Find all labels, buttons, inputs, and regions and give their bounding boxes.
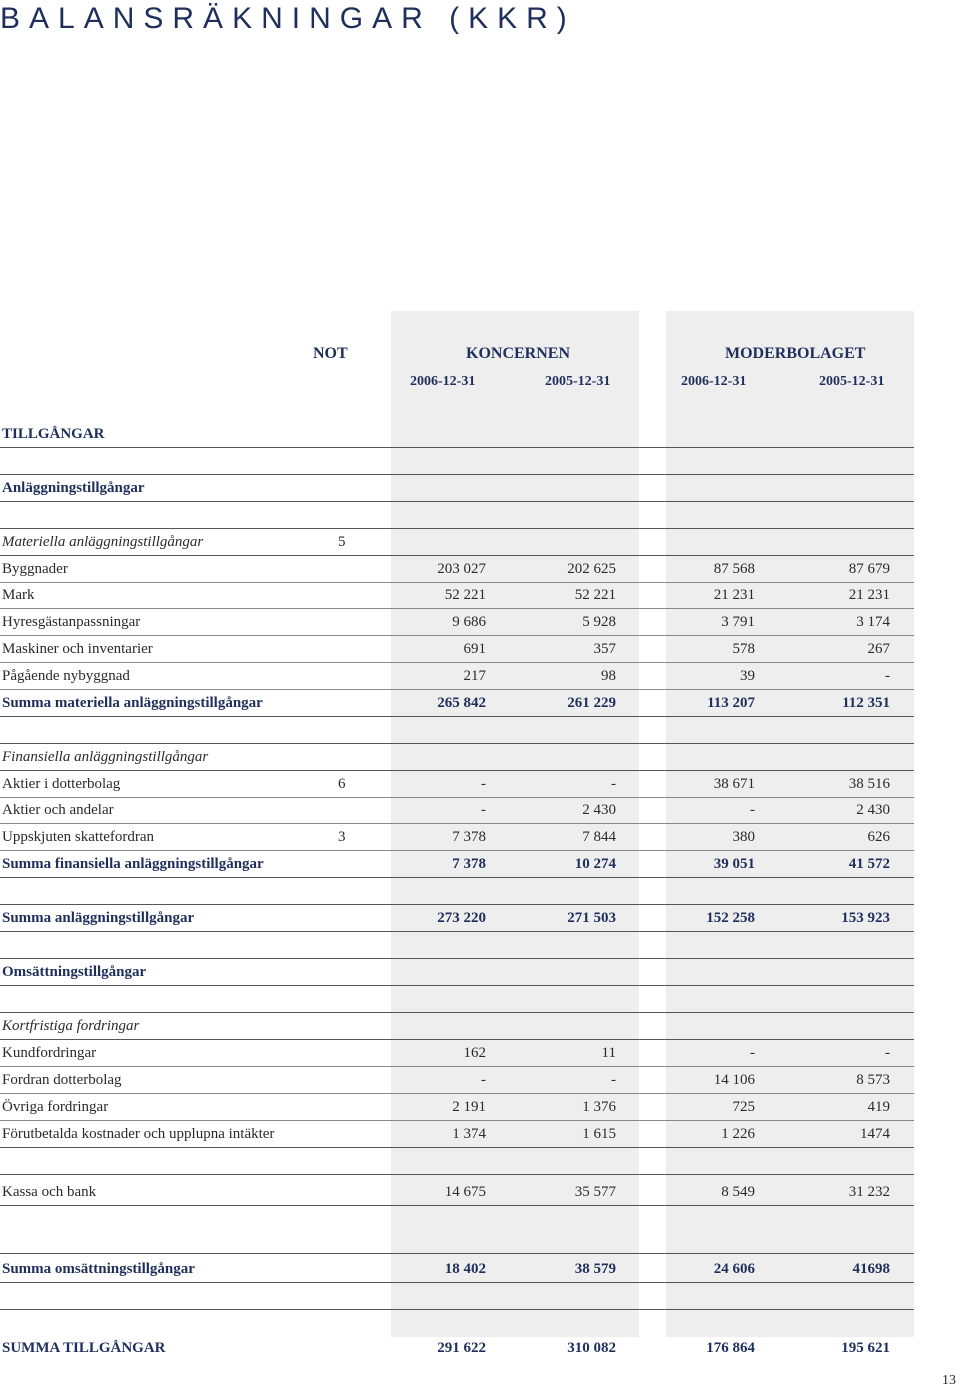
spacer-row	[0, 878, 914, 905]
spacer-row	[0, 1284, 914, 1310]
date-moderbolaget-2005: 2005-12-31	[819, 374, 885, 389]
row-label: Förutbetalda kostnader och upplupna intäkter	[2, 1126, 275, 1142]
cell-value: 5 928	[582, 614, 616, 630]
table-row	[0, 824, 914, 851]
cell-value: 202 625	[567, 561, 616, 577]
cell-value: 38 579	[574, 1261, 616, 1277]
cell-value: 1 615	[582, 1126, 616, 1142]
cell-value: 98	[601, 668, 616, 684]
cell-value: 261 229	[567, 695, 616, 711]
cell-value: -	[611, 776, 616, 792]
date-koncernen-2005: 2005-12-31	[545, 374, 611, 389]
spacer-row	[0, 717, 914, 744]
cell-value: 113 207	[707, 695, 755, 711]
spacer-row	[0, 1148, 914, 1175]
spacer-row	[0, 448, 914, 475]
row-label: Summa finansiella anläggningstillgångar	[2, 856, 264, 872]
section-label: Omsättningstillgångar	[2, 964, 147, 980]
table-row	[0, 1121, 914, 1148]
row-label: Summa materiella anläggningstillgångar	[2, 695, 263, 711]
table-row	[0, 771, 914, 798]
row-label: Övriga fordringar	[2, 1099, 109, 1115]
table-row	[0, 636, 914, 663]
cell-value: 310 082	[567, 1340, 616, 1356]
cell-value: -	[611, 1072, 616, 1088]
cell-value: 35 577	[574, 1184, 616, 1200]
cell-value: 21 231	[848, 587, 890, 603]
cell-value: 2 430	[856, 802, 890, 818]
cell-value: 18 402	[444, 1261, 486, 1277]
cell-value: 14 106	[713, 1072, 755, 1088]
row-label: Hyresgästanpassningar	[2, 614, 141, 630]
cell-value: -	[885, 1045, 890, 1061]
cell-value: 357	[593, 641, 616, 657]
section-label: Anläggningstillgångar	[2, 480, 145, 496]
cell-value: -	[481, 1072, 486, 1088]
cell-value: 271 503	[567, 910, 616, 926]
cell-value: 1 374	[452, 1126, 486, 1142]
cell-value: 578	[732, 641, 755, 657]
cell-value: 11	[601, 1045, 616, 1061]
cell-value: 162	[463, 1045, 486, 1061]
cell-value: 87 568	[713, 561, 755, 577]
cell-value: 7 844	[582, 829, 616, 845]
table-row	[0, 609, 914, 636]
row-label: Aktier och andelar	[2, 802, 114, 818]
cell-value: 24 606	[713, 1261, 755, 1277]
table-row	[0, 1094, 914, 1121]
cell-value: 8 573	[856, 1072, 890, 1088]
cell-value: 1 226	[721, 1126, 755, 1142]
cell-value: 3 791	[721, 614, 755, 630]
cell-value: 217	[463, 668, 486, 684]
cell-value: 38 516	[848, 776, 890, 792]
row-label: Pågående nybyggnad	[2, 668, 130, 684]
cell-value: 21 231	[713, 587, 755, 603]
section-label: TILLGÅNGAR	[2, 426, 105, 442]
table-row	[0, 582, 914, 609]
section-row	[0, 421, 914, 448]
cell-value: 195 621	[841, 1340, 890, 1356]
moderbolaget-header: MODERBOLAGET	[725, 345, 866, 362]
row-label: Kundfordringar	[2, 1045, 97, 1061]
summary-row	[0, 690, 914, 717]
subsection-label: Finansiella anläggningstillgångar	[2, 749, 209, 765]
cell-value: -	[750, 1045, 755, 1061]
cell-value: 87 679	[848, 561, 890, 577]
subsection-label: Materiella anläggningstillgångar	[2, 534, 204, 550]
subsection-row	[0, 529, 914, 556]
cell-value: 2 430	[582, 802, 616, 818]
cell-value: 41 572	[848, 856, 890, 872]
cell-value: 52 221	[444, 587, 486, 603]
cell-value: 112 351	[842, 695, 890, 711]
section-row	[0, 475, 914, 502]
table-row	[0, 1040, 914, 1067]
table-row	[0, 1067, 914, 1094]
cell-value: 291 622	[437, 1340, 486, 1356]
date-moderbolaget-2006: 2006-12-31	[681, 374, 747, 389]
not-header: NOT	[313, 345, 348, 362]
cell-value: -	[481, 802, 486, 818]
spacer-row	[0, 986, 914, 1013]
note-ref: 3	[338, 829, 346, 845]
row-label: Maskiner och inventarier	[2, 641, 153, 657]
section-row	[0, 959, 914, 986]
row-label: Summa omsättningstillgångar	[2, 1261, 195, 1277]
cell-value: 14 675	[444, 1184, 486, 1200]
cell-value: 2 191	[452, 1099, 486, 1115]
total-row	[0, 1334, 914, 1361]
subsection-row	[0, 1013, 914, 1040]
row-label: Mark	[2, 587, 35, 603]
spacer-row	[0, 502, 914, 529]
page-number: 13	[942, 1373, 956, 1388]
summary-row	[0, 905, 914, 932]
cell-value: 380	[732, 829, 755, 845]
cell-value: 10 274	[574, 856, 616, 872]
cell-value: 52 221	[574, 587, 616, 603]
date-koncernen-2006: 2006-12-31	[410, 374, 476, 389]
cell-value: 203 027	[437, 561, 486, 577]
row-label: Summa anläggningstillgångar	[2, 910, 195, 926]
cell-value: 7 378	[452, 829, 486, 845]
cell-value: 176 864	[706, 1340, 755, 1356]
cell-value: 9 686	[452, 614, 486, 630]
koncernen-header: KONCERNEN	[466, 345, 571, 362]
row-label: Aktier i dotterbolag	[2, 776, 121, 792]
cell-value: 691	[463, 641, 486, 657]
row-label: Kassa och bank	[2, 1184, 97, 1200]
row-label: Byggnader	[2, 561, 68, 577]
row-label: SUMMA TILLGÅNGAR	[2, 1340, 166, 1356]
table-row	[0, 663, 914, 690]
cell-value: 39	[740, 668, 755, 684]
summary-row	[0, 851, 914, 878]
cell-value: 153 923	[841, 910, 890, 926]
note-ref: 5	[338, 534, 346, 550]
spacer-row	[0, 1207, 914, 1254]
subsection-label: Kortfristiga fordringar	[2, 1018, 140, 1034]
page-title: BALANSRÄKNINGAR (KKR)	[0, 2, 576, 35]
cell-value: -	[885, 668, 890, 684]
cell-value: -	[481, 776, 486, 792]
cell-value: -	[750, 802, 755, 818]
cell-value: 152 258	[706, 910, 755, 926]
cell-value: 1 376	[582, 1099, 616, 1115]
cell-value: 8 549	[721, 1184, 755, 1200]
cell-value: 3 174	[856, 614, 890, 630]
cell-value: 7 378	[452, 856, 486, 872]
cell-value: 39 051	[713, 856, 755, 872]
cell-value: 31 232	[848, 1184, 890, 1200]
cell-value: 273 220	[437, 910, 486, 926]
cell-value: 725	[732, 1099, 755, 1115]
cell-value: 265 842	[437, 695, 486, 711]
note-ref: 6	[338, 776, 346, 792]
table-row	[0, 556, 914, 583]
row-label: Uppskjuten skattefordran	[2, 829, 155, 845]
table-row	[0, 1175, 914, 1206]
cell-value: 626	[867, 829, 890, 845]
table-row	[0, 797, 914, 824]
subsection-row	[0, 744, 914, 771]
cell-value: 1474	[860, 1126, 890, 1142]
cell-value: 419	[867, 1099, 890, 1115]
spacer-row	[0, 932, 914, 959]
summary-row	[0, 1255, 914, 1283]
row-label: Fordran dotterbolag	[2, 1072, 122, 1088]
cell-value: 41698	[852, 1261, 890, 1277]
cell-value: 38 671	[713, 776, 755, 792]
cell-value: 267	[867, 641, 890, 657]
